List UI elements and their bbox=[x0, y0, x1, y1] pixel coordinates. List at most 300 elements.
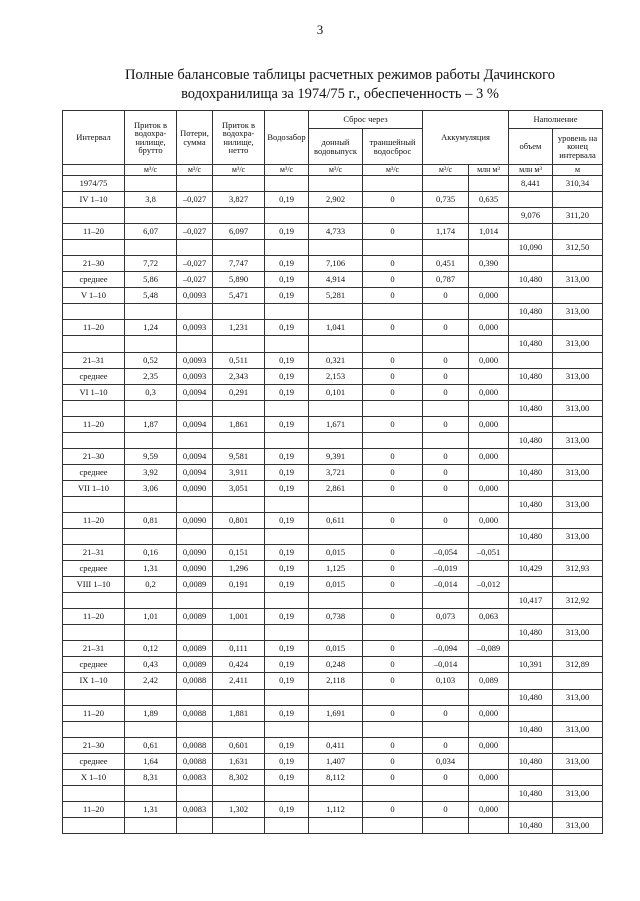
losses-cell: 0,0089 bbox=[177, 657, 213, 673]
trench-spillway-cell: 0 bbox=[363, 448, 423, 464]
trench-spillway-cell: 0 bbox=[363, 577, 423, 593]
accumulation-m3s-cell: –0,014 bbox=[423, 657, 469, 673]
level-cell: 313,00 bbox=[553, 464, 603, 480]
volume-cell bbox=[509, 448, 553, 464]
bottom-outlet-cell: 1,671 bbox=[309, 416, 363, 432]
inflow-net-cell: 0,801 bbox=[213, 512, 265, 528]
level-cell bbox=[553, 480, 603, 496]
level-cell bbox=[553, 705, 603, 721]
unit-cell: м³/с bbox=[265, 165, 309, 176]
inflow-net-cell: 0,151 bbox=[213, 545, 265, 561]
empty-cell bbox=[363, 240, 423, 256]
interval-cell: среднее bbox=[63, 464, 125, 480]
intake-cell: 0,19 bbox=[265, 641, 309, 657]
interval-cell: среднее bbox=[63, 368, 125, 384]
trench-spillway-cell: 0 bbox=[363, 288, 423, 304]
accumulation-m3s-cell: 0 bbox=[423, 512, 469, 528]
empty-cell bbox=[213, 529, 265, 545]
table-row bbox=[63, 416, 603, 432]
intake-cell: 0,19 bbox=[265, 705, 309, 721]
table-row bbox=[63, 577, 603, 593]
end-level-cell: 313,00 bbox=[553, 336, 603, 352]
losses-cell: 0,0090 bbox=[177, 561, 213, 577]
end-volume-cell: 10,480 bbox=[509, 785, 553, 801]
unit-cell: м³/с bbox=[177, 165, 213, 176]
losses-cell: 0,0089 bbox=[177, 641, 213, 657]
inflow-net-cell: 0,511 bbox=[213, 352, 265, 368]
level-cell bbox=[553, 384, 603, 400]
accumulation-mln-cell: 0,000 bbox=[469, 801, 509, 817]
bottom-outlet-cell: 7,106 bbox=[309, 256, 363, 272]
inflow-net-cell: 1,231 bbox=[213, 320, 265, 336]
bottom-outlet-cell: 8,112 bbox=[309, 769, 363, 785]
unit-cell: м³/с bbox=[213, 165, 265, 176]
inflow-gross-cell: 3,92 bbox=[125, 464, 177, 480]
table-row bbox=[63, 737, 603, 753]
empty-cell bbox=[177, 496, 213, 512]
level-cell bbox=[553, 512, 603, 528]
header-volume: объем bbox=[509, 129, 553, 165]
losses-cell: 0,0094 bbox=[177, 416, 213, 432]
empty-cell bbox=[363, 625, 423, 641]
intake-cell: 0,19 bbox=[265, 272, 309, 288]
accumulation-m3s-cell: 1,174 bbox=[423, 224, 469, 240]
accumulation-m3s-cell: 0 bbox=[423, 288, 469, 304]
end-volume-cell: 10,480 bbox=[509, 529, 553, 545]
empty-cell bbox=[213, 432, 265, 448]
empty-cell bbox=[177, 432, 213, 448]
inflow-net-cell: 7,747 bbox=[213, 256, 265, 272]
bottom-outlet-cell: 0,411 bbox=[309, 737, 363, 753]
empty-cell bbox=[265, 496, 309, 512]
empty-cell bbox=[213, 817, 265, 833]
losses-cell: 0,0083 bbox=[177, 801, 213, 817]
inflow-net-cell: 3,911 bbox=[213, 464, 265, 480]
end-volume-cell: 10,417 bbox=[509, 593, 553, 609]
accumulation-mln-cell: 0,000 bbox=[469, 769, 509, 785]
table-row bbox=[63, 368, 603, 384]
volume-cell bbox=[509, 641, 553, 657]
title-line-2: водохранилища за 1974/75 г., обеспеченность – 3 % bbox=[181, 86, 499, 102]
interval-cell: 11–20 bbox=[63, 224, 125, 240]
empty-cell bbox=[63, 593, 125, 609]
accumulation-m3s-cell: –0,094 bbox=[423, 641, 469, 657]
volume-cell bbox=[509, 545, 553, 561]
interval-cell: среднее bbox=[63, 753, 125, 769]
losses-cell: 0,0090 bbox=[177, 545, 213, 561]
empty-cell bbox=[309, 240, 363, 256]
losses-cell: 0,0094 bbox=[177, 464, 213, 480]
level-cell: 312,89 bbox=[553, 657, 603, 673]
interval-cell: 21–30 bbox=[63, 256, 125, 272]
year-label: 1974/75 bbox=[63, 176, 125, 192]
bottom-outlet-cell: 1,112 bbox=[309, 801, 363, 817]
intake-cell: 0,19 bbox=[265, 288, 309, 304]
interval-cell: VIII 1–10 bbox=[63, 577, 125, 593]
bottom-outlet-cell: 0,321 bbox=[309, 352, 363, 368]
level-cell bbox=[553, 256, 603, 272]
empty-cell bbox=[423, 336, 469, 352]
inflow-gross-cell: 1,89 bbox=[125, 705, 177, 721]
inflow-net-cell: 1,296 bbox=[213, 561, 265, 577]
inflow-net-cell: 1,881 bbox=[213, 705, 265, 721]
empty-cell bbox=[213, 689, 265, 705]
trench-spillway-cell: 0 bbox=[363, 320, 423, 336]
interval-cell: 11–20 bbox=[63, 512, 125, 528]
empty-cell bbox=[213, 721, 265, 737]
empty-cell bbox=[469, 593, 509, 609]
empty-cell bbox=[469, 432, 509, 448]
empty-cell bbox=[363, 593, 423, 609]
table-row bbox=[63, 448, 603, 464]
interval-cell: IV 1–10 bbox=[63, 192, 125, 208]
inflow-gross-cell: 2,35 bbox=[125, 368, 177, 384]
empty-cell bbox=[363, 721, 423, 737]
empty-cell bbox=[265, 304, 309, 320]
cell bbox=[423, 176, 469, 192]
intake-cell: 0,19 bbox=[265, 753, 309, 769]
inflow-net-cell: 5,890 bbox=[213, 272, 265, 288]
empty-cell bbox=[125, 689, 177, 705]
inflow-net-cell: 1,861 bbox=[213, 416, 265, 432]
accumulation-m3s-cell: 0 bbox=[423, 448, 469, 464]
filling-row bbox=[63, 593, 603, 609]
bottom-outlet-cell: 1,407 bbox=[309, 753, 363, 769]
accumulation-mln-cell bbox=[469, 561, 509, 577]
inflow-gross-cell: 0,52 bbox=[125, 352, 177, 368]
inflow-net-cell: 6,097 bbox=[213, 224, 265, 240]
empty-cell bbox=[363, 208, 423, 224]
level-cell bbox=[553, 769, 603, 785]
empty-cell bbox=[63, 529, 125, 545]
table-row bbox=[63, 545, 603, 561]
empty-cell bbox=[423, 785, 469, 801]
interval-cell: 21–30 bbox=[63, 448, 125, 464]
volume-cell bbox=[509, 609, 553, 625]
cell bbox=[469, 176, 509, 192]
balance-table-container bbox=[62, 110, 603, 834]
volume-cell bbox=[509, 769, 553, 785]
empty-cell bbox=[363, 817, 423, 833]
page-title bbox=[60, 66, 620, 104]
table-row bbox=[63, 352, 603, 368]
losses-cell: 0,0093 bbox=[177, 320, 213, 336]
empty-cell bbox=[213, 304, 265, 320]
accumulation-m3s-cell: 0,735 bbox=[423, 192, 469, 208]
inflow-net-cell: 0,291 bbox=[213, 384, 265, 400]
end-volume-cell: 10,480 bbox=[509, 432, 553, 448]
trench-spillway-cell: 0 bbox=[363, 769, 423, 785]
empty-cell bbox=[309, 817, 363, 833]
empty-cell bbox=[213, 625, 265, 641]
level-cell bbox=[553, 609, 603, 625]
empty-cell bbox=[469, 496, 509, 512]
header-accumulation: Аккумуляция bbox=[423, 111, 509, 165]
accumulation-mln-cell: 0,000 bbox=[469, 512, 509, 528]
intake-cell: 0,19 bbox=[265, 769, 309, 785]
empty-cell bbox=[363, 689, 423, 705]
end-volume-cell: 10,480 bbox=[509, 721, 553, 737]
unit-cell: м³/с bbox=[309, 165, 363, 176]
accumulation-m3s-cell: 0 bbox=[423, 801, 469, 817]
accumulation-m3s-cell: 0 bbox=[423, 464, 469, 480]
volume-cell: 10,429 bbox=[509, 561, 553, 577]
end-level-cell: 313,00 bbox=[553, 496, 603, 512]
interval-cell: V 1–10 bbox=[63, 288, 125, 304]
accumulation-m3s-cell: 0 bbox=[423, 769, 469, 785]
accumulation-mln-cell bbox=[469, 368, 509, 384]
accumulation-mln-cell: 0,000 bbox=[469, 320, 509, 336]
empty-cell bbox=[423, 496, 469, 512]
empty-cell bbox=[125, 721, 177, 737]
volume-cell bbox=[509, 352, 553, 368]
inflow-net-cell: 2,411 bbox=[213, 673, 265, 689]
table-row bbox=[63, 320, 603, 336]
accumulation-m3s-cell: 0 bbox=[423, 737, 469, 753]
inflow-gross-cell: 0,3 bbox=[125, 384, 177, 400]
intake-cell: 0,19 bbox=[265, 545, 309, 561]
empty-cell bbox=[213, 593, 265, 609]
unit-cell: млн м³ bbox=[469, 165, 509, 176]
trench-spillway-cell: 0 bbox=[363, 464, 423, 480]
empty-cell bbox=[309, 721, 363, 737]
empty-cell bbox=[177, 625, 213, 641]
inflow-gross-cell: 0,16 bbox=[125, 545, 177, 561]
end-level-cell: 313,00 bbox=[553, 689, 603, 705]
balance-table bbox=[62, 110, 603, 834]
filling-row bbox=[63, 689, 603, 705]
bottom-outlet-cell: 0,015 bbox=[309, 577, 363, 593]
losses-cell: 0,0093 bbox=[177, 288, 213, 304]
accumulation-mln-cell: –0,012 bbox=[469, 577, 509, 593]
header-inflow-gross: Приток в водохра-нилище, брутто bbox=[125, 111, 177, 165]
bottom-outlet-cell: 1,125 bbox=[309, 561, 363, 577]
volume-cell: 10,480 bbox=[509, 368, 553, 384]
volume-cell bbox=[509, 577, 553, 593]
accumulation-mln-cell: 1,014 bbox=[469, 224, 509, 240]
empty-cell bbox=[469, 240, 509, 256]
unit-cell: м³/с bbox=[423, 165, 469, 176]
volume-cell bbox=[509, 416, 553, 432]
trench-spillway-cell: 0 bbox=[363, 705, 423, 721]
empty-cell bbox=[63, 240, 125, 256]
table-row bbox=[63, 480, 603, 496]
accumulation-m3s-cell: 0,451 bbox=[423, 256, 469, 272]
empty-cell bbox=[125, 785, 177, 801]
empty-cell bbox=[363, 496, 423, 512]
inflow-net-cell: 0,424 bbox=[213, 657, 265, 673]
empty-cell bbox=[423, 240, 469, 256]
empty-cell bbox=[423, 817, 469, 833]
empty-cell bbox=[309, 593, 363, 609]
trench-spillway-cell: 0 bbox=[363, 561, 423, 577]
intake-cell: 0,19 bbox=[265, 256, 309, 272]
inflow-net-cell: 8,302 bbox=[213, 769, 265, 785]
intake-cell: 0,19 bbox=[265, 609, 309, 625]
empty-cell bbox=[177, 304, 213, 320]
end-level-cell: 312,92 bbox=[553, 593, 603, 609]
cell bbox=[265, 176, 309, 192]
inflow-net-cell: 0,601 bbox=[213, 737, 265, 753]
empty-cell bbox=[265, 432, 309, 448]
table-body bbox=[63, 176, 603, 834]
empty-cell bbox=[63, 785, 125, 801]
filling-row bbox=[63, 721, 603, 737]
empty-cell bbox=[125, 400, 177, 416]
empty-cell bbox=[63, 721, 125, 737]
accumulation-mln-cell: 0,000 bbox=[469, 384, 509, 400]
volume-cell bbox=[509, 480, 553, 496]
accumulation-mln-cell: 0,390 bbox=[469, 256, 509, 272]
empty-cell bbox=[423, 625, 469, 641]
intake-cell: 0,19 bbox=[265, 512, 309, 528]
empty-cell bbox=[363, 336, 423, 352]
filling-row bbox=[63, 304, 603, 320]
empty-cell bbox=[423, 304, 469, 320]
intake-cell: 0,19 bbox=[265, 657, 309, 673]
filling-row bbox=[63, 240, 603, 256]
inflow-gross-cell: 0,81 bbox=[125, 512, 177, 528]
inflow-gross-cell: 1,01 bbox=[125, 609, 177, 625]
initial-level: 310,34 bbox=[553, 176, 603, 192]
empty-cell bbox=[309, 432, 363, 448]
empty-cell bbox=[423, 208, 469, 224]
inflow-net-cell: 3,051 bbox=[213, 480, 265, 496]
interval-cell: VII 1–10 bbox=[63, 480, 125, 496]
interval-cell: 21–31 bbox=[63, 545, 125, 561]
empty-cell bbox=[213, 496, 265, 512]
bottom-outlet-cell: 0,015 bbox=[309, 641, 363, 657]
header-filling-group: Наполнение bbox=[509, 111, 603, 129]
empty-cell bbox=[125, 304, 177, 320]
accumulation-m3s-cell: 0,034 bbox=[423, 753, 469, 769]
inflow-gross-cell: 2,42 bbox=[125, 673, 177, 689]
empty-cell bbox=[177, 689, 213, 705]
inflow-gross-cell: 3,06 bbox=[125, 480, 177, 496]
end-level-cell: 313,00 bbox=[553, 400, 603, 416]
bottom-outlet-cell: 9,391 bbox=[309, 448, 363, 464]
trench-spillway-cell: 0 bbox=[363, 368, 423, 384]
filling-row bbox=[63, 432, 603, 448]
empty-cell bbox=[309, 785, 363, 801]
empty-cell bbox=[177, 208, 213, 224]
intake-cell: 0,19 bbox=[265, 801, 309, 817]
empty-cell bbox=[309, 625, 363, 641]
interval-cell: 11–20 bbox=[63, 320, 125, 336]
end-volume-cell: 10,480 bbox=[509, 496, 553, 512]
empty-cell bbox=[125, 593, 177, 609]
unit-cell: м³/с bbox=[363, 165, 423, 176]
intake-cell: 0,19 bbox=[265, 416, 309, 432]
interval-cell: IX 1–10 bbox=[63, 673, 125, 689]
trench-spillway-cell: 0 bbox=[363, 352, 423, 368]
bottom-outlet-cell: 4,733 bbox=[309, 224, 363, 240]
level-cell bbox=[553, 737, 603, 753]
volume-cell: 10,480 bbox=[509, 464, 553, 480]
table-row bbox=[63, 272, 603, 288]
empty-cell bbox=[363, 785, 423, 801]
intake-cell: 0,19 bbox=[265, 448, 309, 464]
losses-cell: 0,0088 bbox=[177, 737, 213, 753]
end-level-cell: 312,50 bbox=[553, 240, 603, 256]
interval-cell: среднее bbox=[63, 272, 125, 288]
empty-cell bbox=[63, 689, 125, 705]
empty-cell bbox=[265, 817, 309, 833]
end-level-cell: 313,00 bbox=[553, 721, 603, 737]
unit-cell: м bbox=[553, 165, 603, 176]
empty-cell bbox=[469, 529, 509, 545]
empty-cell bbox=[265, 625, 309, 641]
intake-cell: 0,19 bbox=[265, 384, 309, 400]
empty-cell bbox=[177, 240, 213, 256]
empty-cell bbox=[213, 240, 265, 256]
bottom-outlet-cell: 3,721 bbox=[309, 464, 363, 480]
empty-cell bbox=[177, 529, 213, 545]
title-line-1: Полные балансовые таблицы расчетных режимов работы Дачинского bbox=[125, 67, 555, 83]
accumulation-mln-cell: 0,000 bbox=[469, 480, 509, 496]
trench-spillway-cell: 0 bbox=[363, 673, 423, 689]
empty-cell bbox=[423, 529, 469, 545]
table-row bbox=[63, 609, 603, 625]
end-volume-cell: 10,090 bbox=[509, 240, 553, 256]
empty-cell bbox=[63, 625, 125, 641]
empty-cell bbox=[423, 721, 469, 737]
intake-cell: 0,19 bbox=[265, 464, 309, 480]
header-losses: Потери, сумма bbox=[177, 111, 213, 165]
inflow-gross-cell: 1,24 bbox=[125, 320, 177, 336]
table-row bbox=[63, 641, 603, 657]
empty-cell bbox=[469, 817, 509, 833]
intake-cell: 0,19 bbox=[265, 561, 309, 577]
accumulation-m3s-cell: 0 bbox=[423, 320, 469, 336]
inflow-gross-cell: 1,31 bbox=[125, 561, 177, 577]
accumulation-mln-cell bbox=[469, 657, 509, 673]
bottom-outlet-cell: 0,611 bbox=[309, 512, 363, 528]
empty-cell bbox=[63, 432, 125, 448]
accumulation-mln-cell: 0,000 bbox=[469, 705, 509, 721]
end-volume-cell: 10,480 bbox=[509, 625, 553, 641]
volume-cell bbox=[509, 320, 553, 336]
losses-cell: –0,027 bbox=[177, 192, 213, 208]
filling-row bbox=[63, 817, 603, 833]
empty-cell bbox=[469, 721, 509, 737]
empty-cell bbox=[63, 496, 125, 512]
accumulation-m3s-cell: 0 bbox=[423, 416, 469, 432]
empty-cell bbox=[63, 304, 125, 320]
accumulation-mln-cell bbox=[469, 464, 509, 480]
empty-cell bbox=[213, 785, 265, 801]
losses-cell: –0,027 bbox=[177, 256, 213, 272]
empty-cell bbox=[265, 208, 309, 224]
inflow-net-cell: 3,827 bbox=[213, 192, 265, 208]
interval-cell: 21–31 bbox=[63, 352, 125, 368]
losses-cell: –0,027 bbox=[177, 272, 213, 288]
volume-cell bbox=[509, 192, 553, 208]
header-units-spacer bbox=[63, 165, 125, 176]
empty-cell bbox=[309, 336, 363, 352]
accumulation-m3s-cell: 0 bbox=[423, 705, 469, 721]
filling-row bbox=[63, 336, 603, 352]
trench-spillway-cell: 0 bbox=[363, 609, 423, 625]
empty-cell bbox=[423, 593, 469, 609]
interval-cell: 11–20 bbox=[63, 609, 125, 625]
accumulation-m3s-cell: 0 bbox=[423, 352, 469, 368]
intake-cell: 0,19 bbox=[265, 737, 309, 753]
filling-row bbox=[63, 625, 603, 641]
losses-cell: 0,0088 bbox=[177, 705, 213, 721]
trench-spillway-cell: 0 bbox=[363, 737, 423, 753]
volume-cell: 10,480 bbox=[509, 272, 553, 288]
